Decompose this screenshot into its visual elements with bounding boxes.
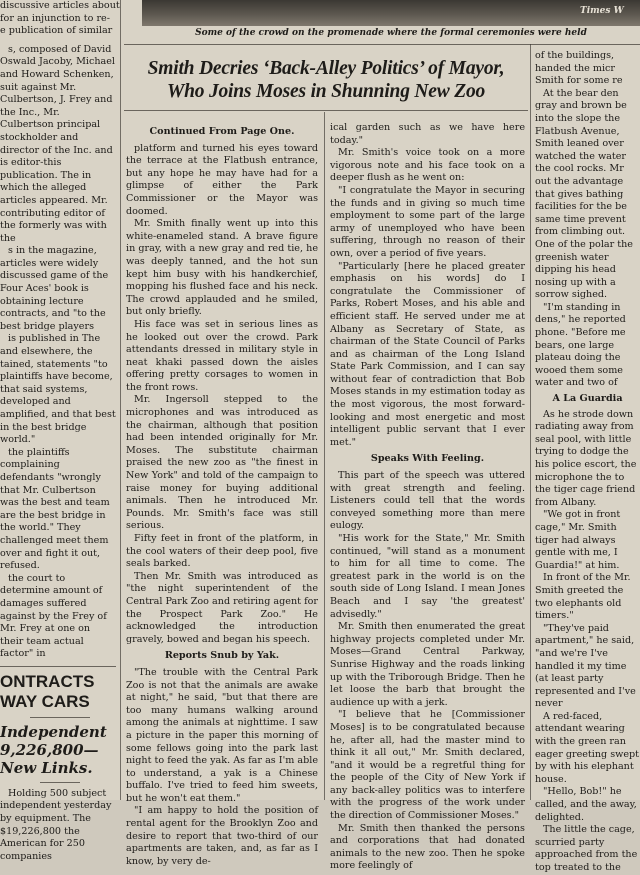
- continued-subhead: Continued From Page One.: [149, 126, 295, 137]
- photo-credit-fragment: Times W: [580, 6, 624, 16]
- independent-head-3: New Links.: [0, 758, 93, 777]
- la-guardia-subhead: A La Guardia: [552, 393, 623, 405]
- right-paragraph: As he strode down radiating away from seal pool, with little trying to dodge the his police escort, the microphone the to the tiger cage friend from Albany.: [535, 408, 637, 508]
- article-paragraph: Fifty feet in front of the platform, in the cool waters of their deep pool, five seals barked.: [126, 533, 318, 570]
- article-paragraph: Mr. Smith then enumerated the great highway projects completed under Mr. Moses—Grand Central Parkway, Sunrise Highway and the roads linking up with the Triborough Bridge. Then he let loose the barb that brought the audience up with a jerk.: [330, 621, 525, 708]
- left-paragraph: the court to determine amount of damages suffered against by the Frey of Mr. Frey at one on their team actual factor" in: [0, 572, 107, 660]
- feeling-subhead: Speaks With Feeling.: [370, 453, 485, 465]
- article-paragraph: "I am happy to hold the position of rental agent for the Brooklyn Zoo and desire to report that two-third of our apartments are taken, and, as far as I know, by very de-: [126, 805, 318, 867]
- article-paragraph: His face was set in serious lines as he looked out over the crowd. Park attendants dressed in military style in neat khaki passed down the aisles offering pretty corsages to women in the front rows.: [126, 318, 318, 393]
- article-paragraph: This part of the speech was uttered with great strength and feeling. Listeners could tell that the words conveyed something more than mere eulogy.: [330, 470, 525, 532]
- article-paragraph: "I congratulate the Mayor in securing the funds and in giving so much time employment to some part of the large army of unemployed who have been suffering, through no reason of their own, over a period of five years.: [330, 184, 525, 259]
- right-paragraph: The little the cage, scurried party approached from the top treated to the: [535, 824, 638, 873]
- contracts-head-1: ONTRACTS: [0, 671, 95, 691]
- article-paragraph: Mr. Smith's voice took on a more vigorous note and his face took on a deeper flush as he went on:: [330, 147, 525, 184]
- left-tail: Holding 500 subject independent yesterday by equipment. The $19,226,800 the American for 250 companies: [0, 787, 112, 862]
- caption-rule: [124, 44, 640, 45]
- article-paragraph: Then Mr. Smith was introduced as "the night superintendent of the Central Park Zoo and retiring agent for the Prospect Park Zoo." He acknowledged the introduction gravely, bowed and began his speech.: [126, 570, 318, 645]
- headline-rule: [124, 110, 528, 111]
- right-paragraph: "I'm standing in dens," he reported phone. "Before me bears, one large plateau doing the wooed them some water and two of: [535, 301, 626, 389]
- article-paragraph: "I believe that he [Commissioner Moses] is to be congratulated because he, after all, had the master mind to think it all out," Mr. Smith declared, "and it would be a regretful thing for the people of the City of New York if any back-alley politics was to interfere with the progress of the work under the direction of Commissioner Moses.": [330, 709, 525, 822]
- right-paragraph: "Hello, Bob!" he called, and the away, delighted.: [535, 786, 637, 823]
- article-column-3: [330, 122, 525, 872]
- right-paragraph: "We got in front cage," Mr. Smith tiger had always gentle with me, I Guardia!" at him.: [535, 509, 621, 571]
- photo-caption: Some of the crowd on the promenade where the formal ceremonies were held: [195, 28, 587, 38]
- left-column: [0, 0, 120, 862]
- left-paragraph: s, composed of David Oswald Jacoby, Michael and Howard Schenken, suit against Mr. Culbertson, J. Frey and the Inc., Mr. Culbertson principal stockholder and director of the Inc. and is editor-this publication. The in which the alleged articles appeared. Mr. contributing editor of the formerly was with the: [0, 43, 115, 244]
- independent-head-1: Independent: [0, 722, 107, 741]
- left-top-line: for an injunction to re-: [0, 12, 110, 24]
- column-rule-2: [324, 112, 325, 800]
- left-rule: [0, 666, 116, 667]
- column-rule-1: [120, 0, 121, 800]
- article-paragraph: "His work for the State," Mr. Smith continued, "will stand as a monument to him for all time to come. The greatest park in the world is on the south side of Long Island. I mean Jones Beach and I say 'the greatest' advisedly.": [330, 533, 525, 620]
- article-paragraph: ical garden such as we have here today.": [330, 122, 525, 146]
- right-column: [535, 50, 640, 873]
- right-paragraph: of the buildings, handed the micr Smith for some re: [535, 50, 623, 87]
- left-paragraph: s in the magazine, articles were widely discussed game of the Four Aces' book is obtaining lecture contracts, and "to the best bridge players: [0, 245, 109, 332]
- left-top-line: discussive articles about: [0, 0, 120, 11]
- left-top-line: e publication of similar: [0, 25, 113, 37]
- contracts-head-2: WAY CARS: [0, 691, 90, 711]
- right-paragraph: A red-faced, attendant wearing with the green ran eager greeting swept by with his elephant house.: [535, 710, 640, 785]
- headline-line-2: Who Joins Moses in Shunning New Zoo: [166, 81, 486, 102]
- article-paragraph: "The trouble with the Central Park Zoo is not that the animals are awake at night," he said, "but that there are too many humans walking around among the animals at nighttime. I saw a picture in the paper this morning of some fellows going into the park last night to feed the yak. As far as I'm able to understand, a yak is a Chinese buffalo. I've tried to feed him sweets, but he won't eat them.": [126, 666, 318, 804]
- article-paragraph: Mr. Smith then thanked the persons and corporations that had donated animals to the new zoo. Then he spoke more feelingly of: [330, 822, 525, 872]
- article-column-2: [126, 122, 318, 867]
- right-paragraph: "They've paid apartment," he said, "and we're I've handled it my time (at least party represented and I've never: [535, 622, 636, 710]
- article-paragraph: platform and turned his eyes toward the terrace at the Flatbush entrance, but any hope he may have had for a glimpse of either the Park Commissioner or the Mayor was doomed.: [126, 142, 318, 217]
- right-paragraph: In front of the Mr. Smith greeted the two elephants old timers.": [535, 572, 631, 622]
- article-paragraph: Mr. Smith finally went up into this white-enameled stand. A brave figure in gray, with a new gray and red tie, he was deeply tanned, and the hot sun kept him busy with his handkerchief, mopping his flushed face and his neck. The crowd applauded and he smiled, but only briefly.: [126, 218, 318, 318]
- article-paragraph: Mr. Ingersoll stepped to the microphones and was introduced as the chairman, although that position had been intended originally for Mr. Moses. The substitute chairman praised the new zoo as "the finest in New York" and told of the campaign to raise money for buying additional animals. Then he introduced Mr. Pounds. Mr. Smith's face was still serious.: [126, 394, 318, 532]
- left-paragraph: the plaintiffs complaining defendants "wrongly that Mr. Culbertson was the best and team are the best bridge in the world." They challenged meet them over and fight it out, refused.: [0, 446, 110, 572]
- column-rule-3: [530, 44, 531, 800]
- headline: [124, 57, 528, 103]
- left-paragraph: is published in The and elsewhere, the tained, statements "to plaintiffs have become, that said systems, developed and amplified, and that best in the best bridge world.": [0, 333, 116, 446]
- headline-line-1: Smith Decries ‘Back-Alley Politics’ of Mayor,: [147, 58, 505, 79]
- right-paragraph: At the bear den gray and brown be into the slope the Flatbush Avenue, Smith leaned over watched the water the cool rocks. Mr out the advantage that gives bathing facilities for the be same time prevent from climbing out. One of the polar the greenish water dipping his head nosing up with a sorrow sighed.: [535, 87, 633, 301]
- snub-subhead: Reports Snub by Yak.: [164, 650, 280, 662]
- left-rule-2: [30, 717, 90, 718]
- independent-head-2: 9,226,800—: [0, 740, 99, 759]
- article-paragraph: "Particularly [here he placed greater emphasis on his words] do I congratulate the Commissioner of Parks, Robert Moses, and his able and efficient staff. He served under me at Albany as Secretary of State, as chairman of the State Council of Parks and as chairman of the Long Island State Park Commission, and I can say without fear of contradiction that Bob Moses stands in my estimation today as the most vigorous, the most forward-looking and most energetic and most intelligent public servant that I ever met.": [330, 260, 525, 448]
- crowd-photo: [142, 0, 640, 26]
- left-rule-3: [40, 782, 80, 783]
